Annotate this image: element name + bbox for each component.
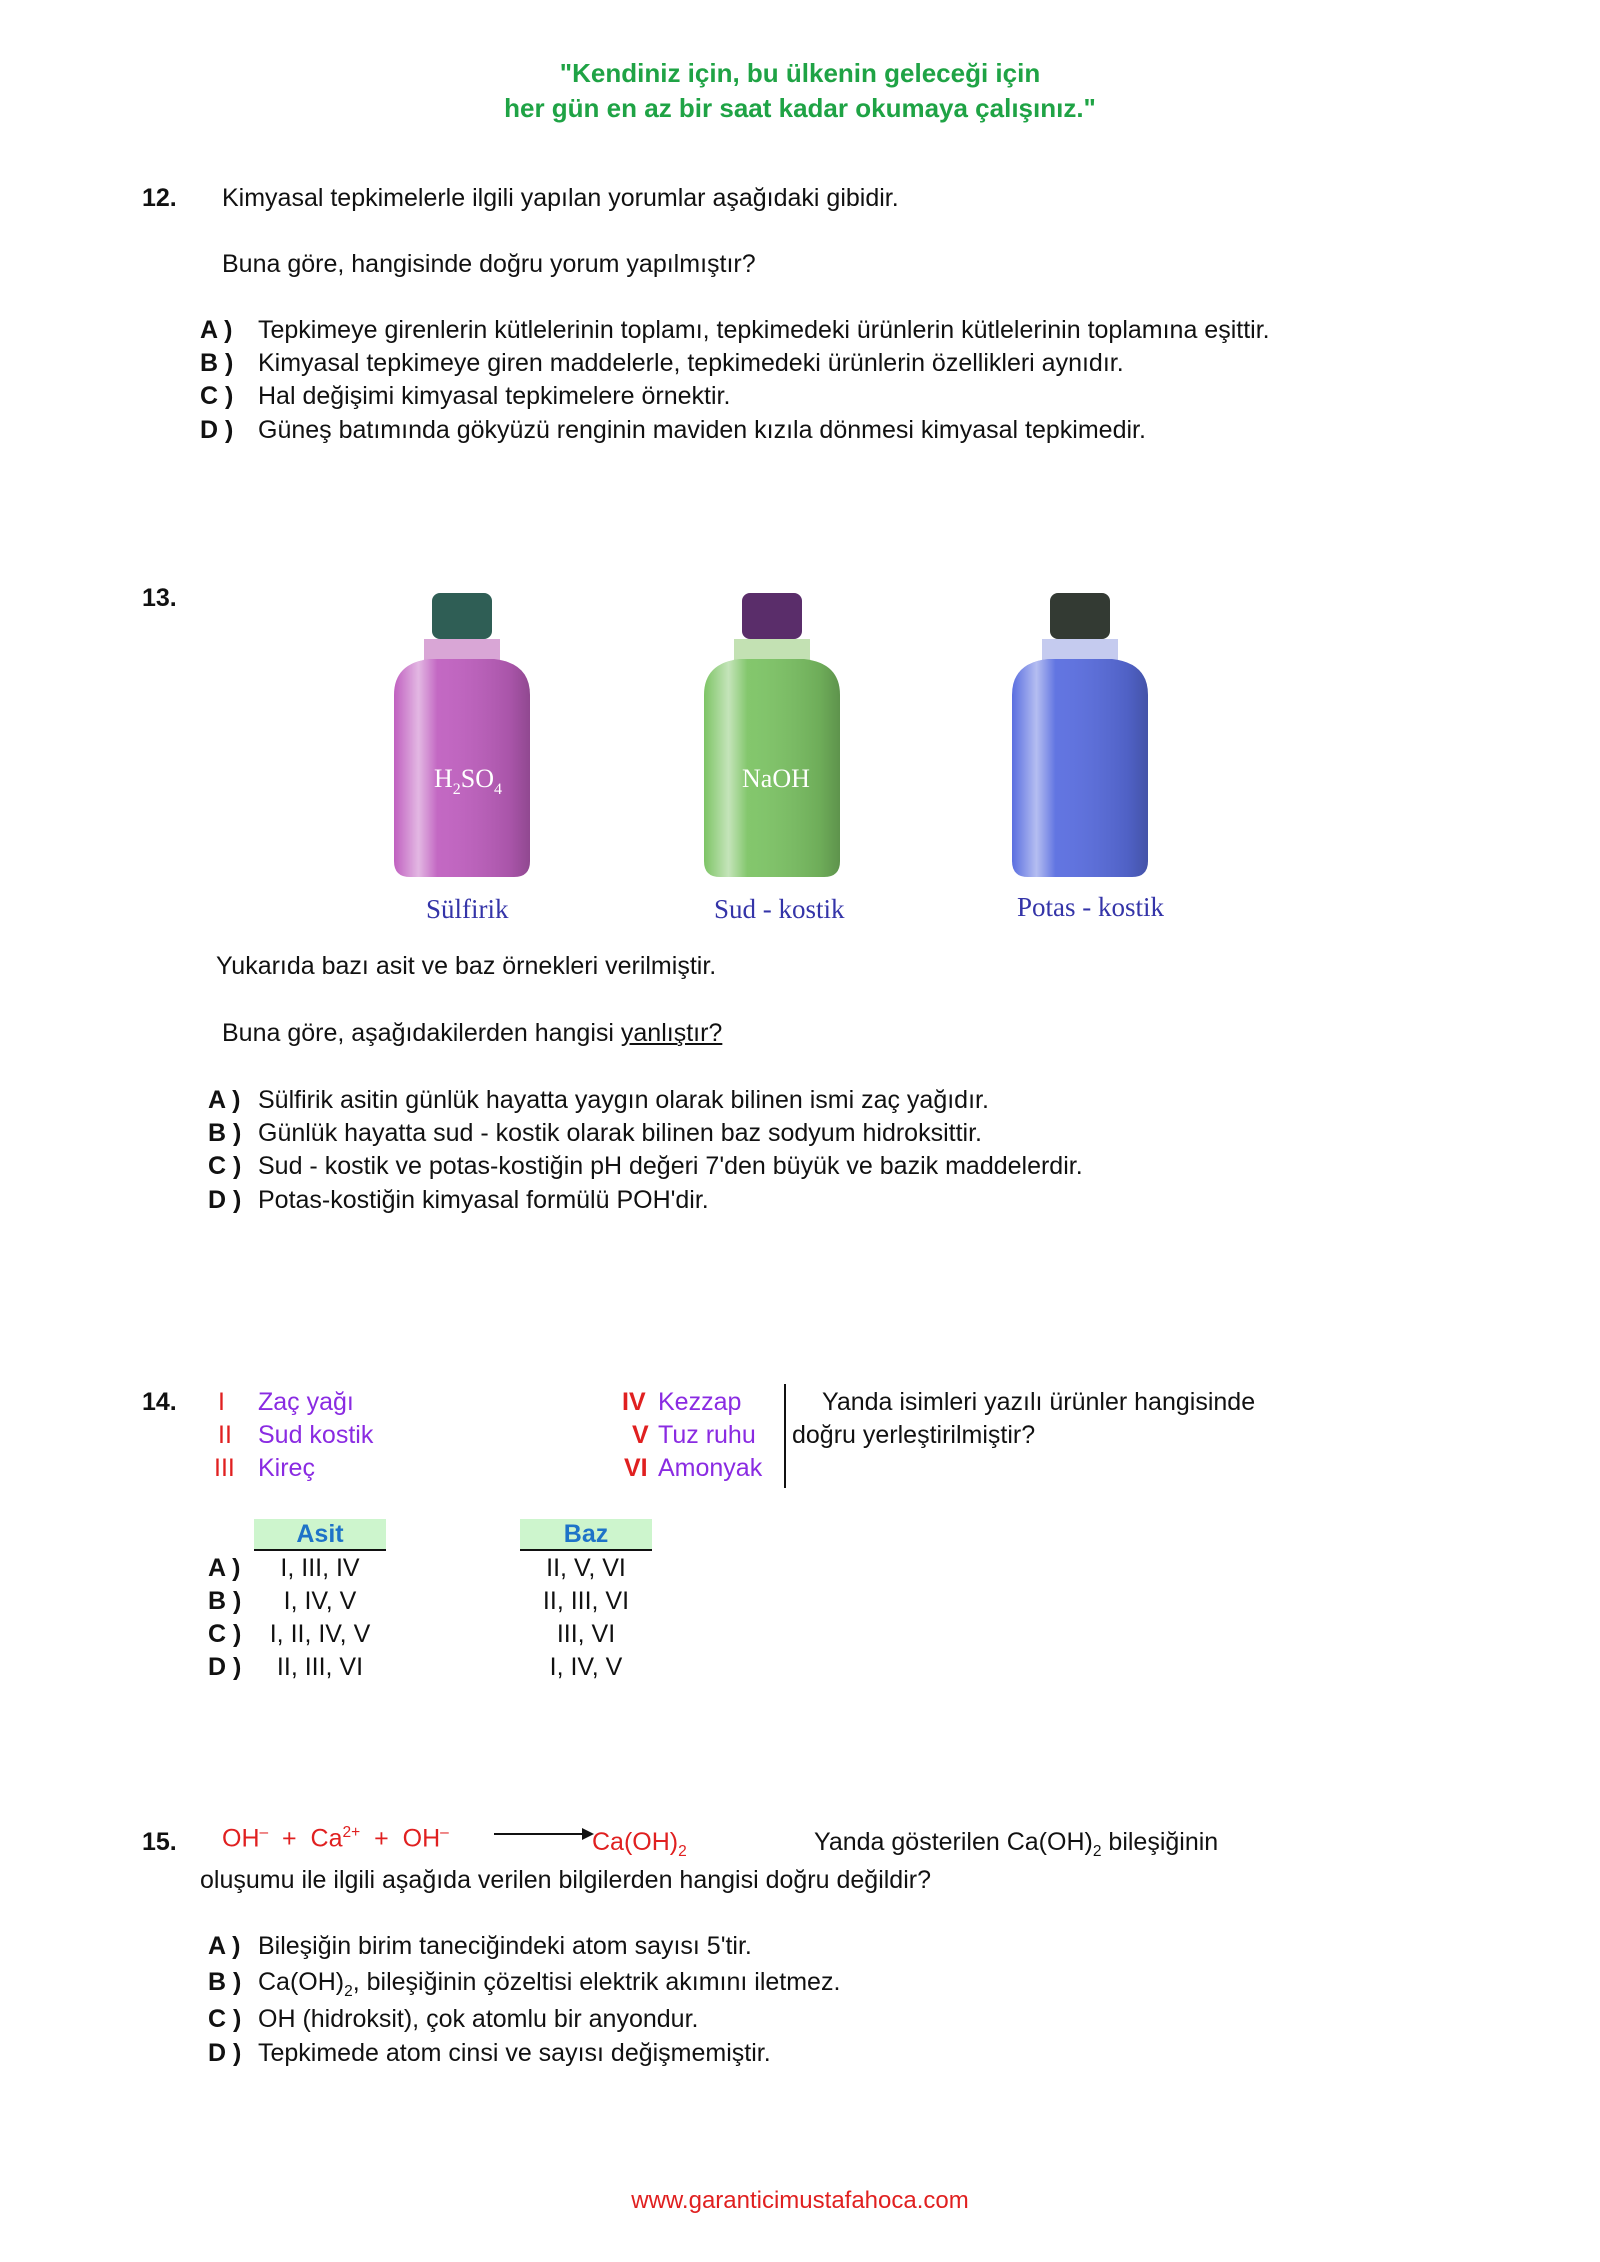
option-letter: D ) bbox=[208, 2039, 242, 2067]
item-name: Tuz ruhu bbox=[658, 1421, 756, 1449]
question-stem: Yukarıda bazı asit ve baz örnekleri verilmiştir. bbox=[216, 952, 717, 980]
option-letter: B ) bbox=[208, 1587, 242, 1615]
table-header-acid: Asit bbox=[254, 1519, 386, 1551]
question-prompt: Buna göre, aşağıdakilerden hangisi yanlıştır? bbox=[222, 1019, 723, 1047]
roman-numeral: I bbox=[218, 1388, 225, 1416]
roman-numeral: VI bbox=[624, 1454, 648, 1482]
footer-url-link[interactable]: www.garanticimustafahoca.com bbox=[631, 2187, 969, 2214]
option-text: Güneş batımında gökyüzü renginin maviden kızıla dönmesi kimyasal tepkimedir. bbox=[258, 416, 1146, 444]
question-prompt-line-1: Yanda gösterilen $Ca(OH)_2$ bileşiğinin bbox=[814, 1828, 1219, 1860]
bottle-cap bbox=[742, 593, 802, 639]
option-letter: C ) bbox=[208, 2005, 242, 2033]
motto-line-1: "Kendiniz için, bu ülkenin geleceği için bbox=[559, 58, 1041, 88]
item-name: Sud kostik bbox=[258, 1421, 374, 1449]
underlined-keyword: yanlıştır? bbox=[620, 1019, 723, 1047]
question-prompt-line-2: doğru yerleştirilmiştir? bbox=[792, 1421, 1036, 1449]
option-base: II, V, VI bbox=[546, 1554, 626, 1582]
option-acid: I, III, IV bbox=[280, 1554, 360, 1582]
option-letter: A ) bbox=[208, 1086, 241, 1114]
option-letter: A ) bbox=[208, 1554, 241, 1582]
option-letter: A ) bbox=[200, 316, 233, 344]
option-text: Hal değişimi kimyasal tepkimelere örnektir. bbox=[258, 382, 731, 410]
reaction-equation: $OH^- + Ca^{2+} + OH^-$ bbox=[222, 1824, 449, 1853]
option-letter: B ) bbox=[208, 1119, 242, 1147]
reaction-arrow-icon bbox=[494, 1826, 594, 1842]
option-acid: II, III, VI bbox=[276, 1653, 364, 1681]
bottle-sulfuric bbox=[394, 593, 530, 877]
option-base: II, III, VI bbox=[542, 1587, 630, 1615]
option-text: Bileşiğin birim taneciğindeki atom sayısı 5'tir. bbox=[258, 1932, 752, 1960]
option-letter: D ) bbox=[208, 1186, 242, 1214]
bottle-caption: Potas - kostik bbox=[1017, 892, 1165, 922]
roman-numeral: IV bbox=[622, 1388, 646, 1416]
option-base: I, IV, V bbox=[549, 1653, 623, 1681]
item-name: Amonyak bbox=[658, 1454, 763, 1482]
question-prompt-line-1: Yanda isimleri yazılı ürünler hangisinde bbox=[822, 1388, 1256, 1416]
formula-h2so4: $H_2SO_4$ bbox=[434, 764, 503, 798]
question-number: 13. bbox=[142, 584, 177, 612]
option-text: Tepkimede atom cinsi ve sayısı değişmemiştir. bbox=[258, 2039, 771, 2067]
formula-naoh: NaOH bbox=[742, 764, 810, 793]
question-number: 14. bbox=[142, 1388, 177, 1416]
option-letter: D ) bbox=[208, 1653, 242, 1681]
item-name: Kezzap bbox=[658, 1388, 742, 1416]
reaction-product: $Ca(OH)_2$ bbox=[592, 1828, 687, 1860]
option-text: Sud - kostik ve potas-kostiğin pH değeri 7'den büyük ve bazik maddelerdir. bbox=[258, 1152, 1083, 1180]
option-letter: B ) bbox=[208, 1968, 242, 1996]
question-prompt: Buna göre, hangisinde doğru yorum yapılmıştır? bbox=[222, 250, 756, 278]
motto-line-2: her gün en az bir saat kadar okumaya çalışınız." bbox=[504, 93, 1096, 123]
option-base: III, VI bbox=[556, 1620, 616, 1648]
item-name: Kireç bbox=[258, 1454, 315, 1482]
item-name: Zaç yağı bbox=[258, 1388, 354, 1416]
option-letter: C ) bbox=[208, 1152, 242, 1180]
option-text: $Ca(OH)_2$, bileşiğinin çözeltisi elektrik akımını iletmez. bbox=[258, 1968, 841, 2000]
roman-numeral: III bbox=[214, 1454, 235, 1482]
vertical-divider bbox=[784, 1384, 786, 1488]
option-letter: C ) bbox=[200, 382, 234, 410]
bottle-caption: Sülfirik bbox=[426, 894, 509, 924]
option-text: OH (hidroksit), çok atomlu bir anyondur. bbox=[258, 2005, 699, 2033]
bottle-potash bbox=[1012, 593, 1148, 877]
option-text: Günlük hayatta sud - kostik olarak bilinen baz sodyum hidroksittir. bbox=[258, 1119, 982, 1147]
option-text: Tepkimeye girenlerin kütlelerinin toplamı, tepkimedeki ürünlerin kütlelerinin toplamına eşittir. bbox=[258, 316, 1270, 344]
option-acid: I, IV, V bbox=[283, 1587, 357, 1615]
option-text: Sülfirik asitin günlük hayatta yaygın olarak bilinen ismi zaç yağıdır. bbox=[258, 1086, 989, 1114]
bottle-cap bbox=[432, 593, 492, 639]
bottle-cap bbox=[1050, 593, 1110, 639]
option-letter: C ) bbox=[208, 1620, 242, 1648]
option-acid: I, II, IV, V bbox=[269, 1620, 371, 1648]
question-stem: Kimyasal tepkimelerle ilgili yapılan yorumlar aşağıdaki gibidir. bbox=[222, 184, 899, 212]
bottles-illustration bbox=[380, 585, 1200, 895]
question-number: 15. bbox=[142, 1828, 177, 1856]
option-text: Potas-kostiğin kimyasal formülü POH'dir. bbox=[258, 1186, 709, 1214]
table-header-base: Baz bbox=[520, 1519, 652, 1551]
option-letter: B ) bbox=[200, 349, 234, 377]
roman-numeral: II bbox=[218, 1421, 232, 1449]
question-number: 12. bbox=[142, 184, 177, 212]
bottle-naoh bbox=[704, 593, 840, 877]
question-prompt-line-2: oluşumu ile ilgili aşağıda verilen bilgilerden hangisi doğru değildir? bbox=[200, 1866, 931, 1894]
roman-numeral: V bbox=[632, 1421, 649, 1449]
option-text: Kimyasal tepkimeye giren maddelerle, tepkimedeki ürünlerin özellikleri aynıdır. bbox=[258, 349, 1124, 377]
option-letter: D ) bbox=[200, 416, 234, 444]
bottle-caption: Sud - kostik bbox=[714, 894, 845, 924]
option-letter: A ) bbox=[208, 1932, 241, 1960]
